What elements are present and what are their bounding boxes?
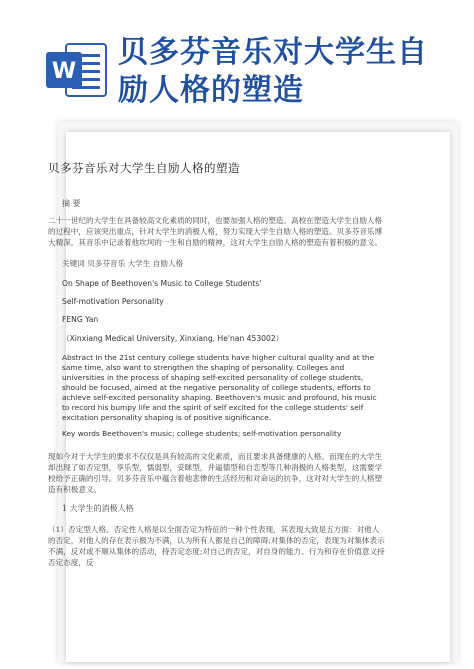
body-paragraph-1: 现如今对于大学生的要求不仅仅是具有较高的文化素质，而且要求具备健康的人格。而现在的大学生却出现了如否定型，享乐型，懦弱型，妥眯型，并逼德型和自恋型等几种消极的人格类型，这需要学校给予正确的引导。贝多芬音乐中蕴含着他悲惨的生活经历和对命运的抗争，这对对大学生的人格塑造有积极意义。: [48, 452, 383, 494]
page-title: 贝多芬音乐对大学生自励人格的塑造: [118, 35, 428, 108]
english-title-line-1: On Shape of Beethoven's Music to College Students': [62, 279, 262, 288]
author-name: FENG Yan: [62, 315, 99, 324]
svg-text:W: W: [51, 59, 77, 84]
section-heading-1: 1 大学生的消极人格: [62, 504, 134, 513]
english-title-line-2: Self-motivation Personality: [62, 297, 164, 306]
document-title: 贝多芬音乐对大学生自励人格的塑造: [48, 161, 240, 175]
document-content: [48, 148, 386, 572]
abstract-en: Abstract In the 21st century college students have higher cultural quality and at the same time, also want to strengthen the shaping of personality. Colleges and universities in the process of shaping self-excited personality of college students, should be focused, aimed at the negative personality of college students, efforts to achieve self-excited personality shaping. Beethoven's music and profound, his music to record his bumpy life and the spirit of self excited for the college students' self excitation personality shaping is of positive significance.: [62, 353, 377, 422]
body-paragraph-2: （1）否定型人格。否定性人格是以全面否定为特征的一种个性表现，其表现大致是五方面：对他人的否定，对他人的存在表示极为不满，认为所有人都是自己的障碍;对集体的否定，表现为对集体表示不满，反对或不顺从集体的活动，持否定态度;对自己的否定，对自身的能力、行为和存在价值意义持否定态度，反: [48, 525, 385, 567]
author-affiliation: （Xinxiang Medical University, Xinxiang, He'nan 453002）: [62, 334, 284, 343]
header-banner: [0, 0, 474, 130]
abstract-cn: 二十一世纪的大学生在具备较高文化素质的同时，也要加强人格的塑造。高校在塑造大学生自励人格的过程中，应该突出重点，针对大学生的消极人格，努力实现大学生自励人格的塑造。贝多芬音乐博大精深，其音乐中记录着他坎坷的一生和自励的精神，这对大学生自励人格的塑造有着积极的意义。: [48, 216, 383, 247]
word-document-icon: [44, 40, 108, 100]
abstract-label: 摘 要: [62, 199, 81, 208]
keywords-cn: 关键词 贝多芬音乐 大学生 自励人格: [62, 259, 184, 268]
keywords-en: Key words Beethoven's music; college students; self-motivation personality: [62, 429, 342, 438]
